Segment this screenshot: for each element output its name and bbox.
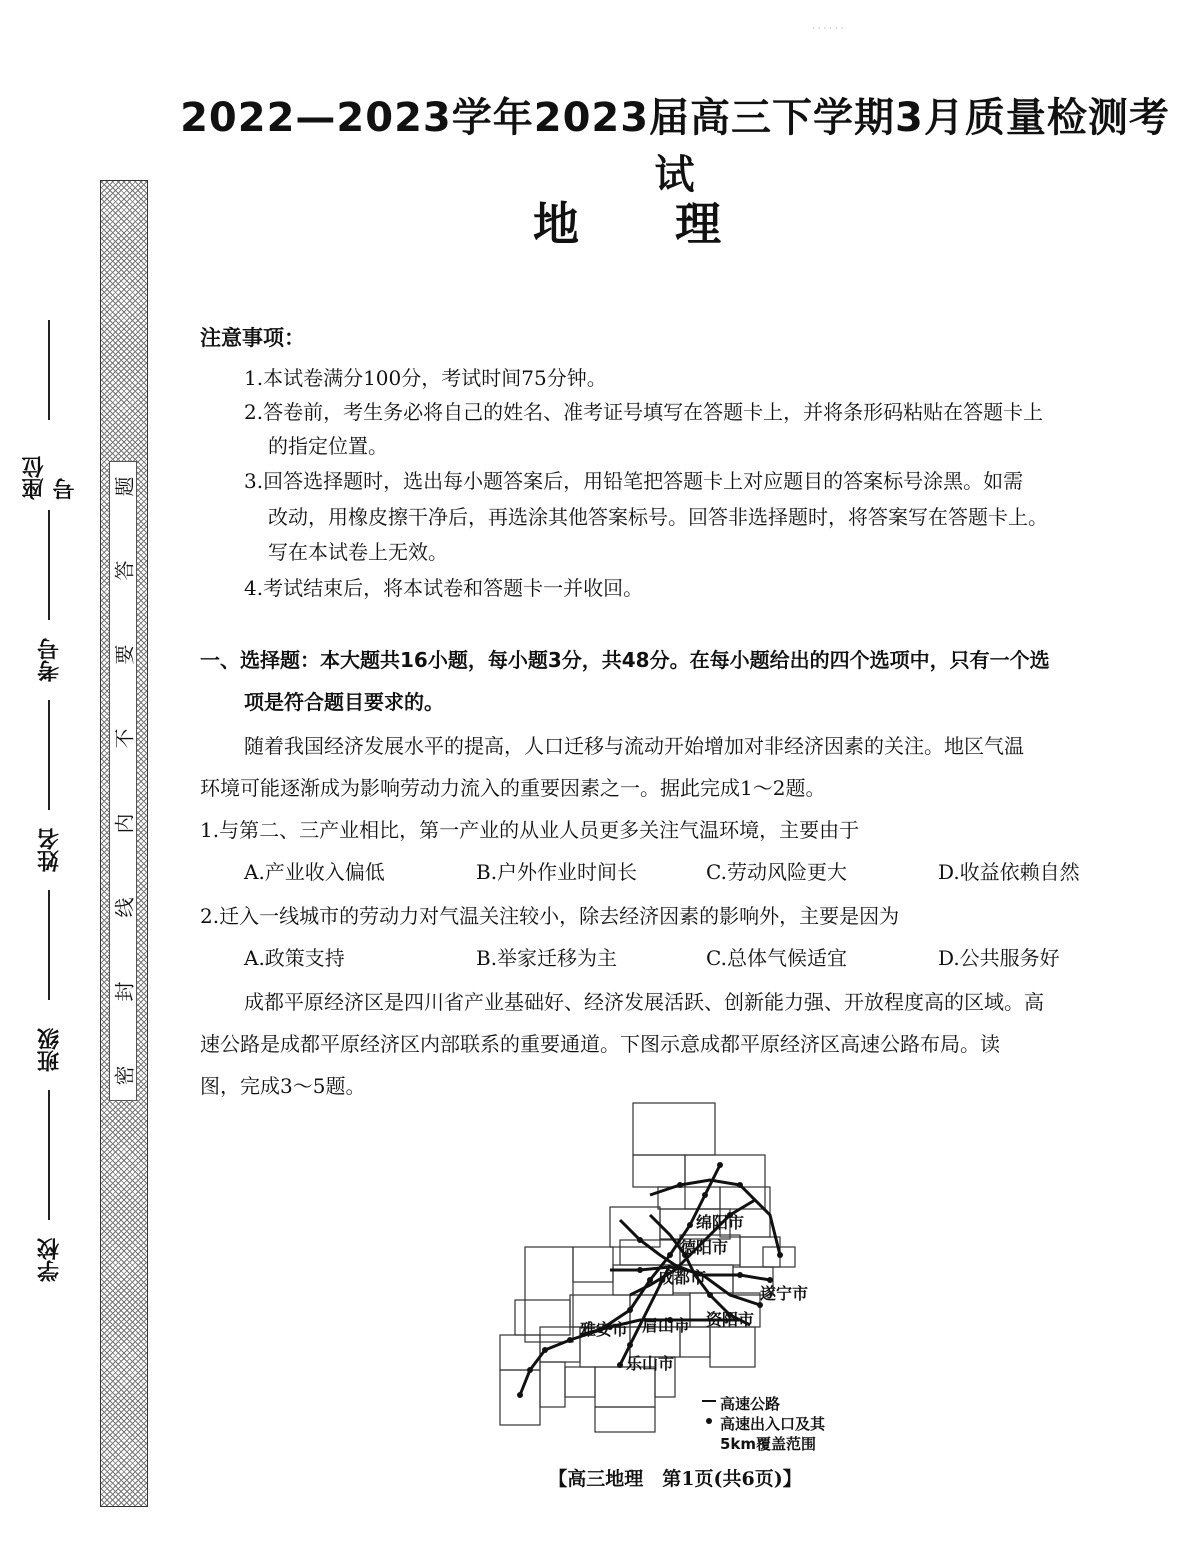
passage-2: 图，完成3～5题。	[200, 1074, 366, 1098]
passage-1: 随着我国经济发展水平的提高，人口迁移与流动开始增加对非经济因素的关注。地区气温	[244, 734, 1024, 758]
city-label: 成都市	[658, 1268, 707, 1287]
seal-char: 不	[112, 728, 137, 749]
question-2: 2.迁入一线城市的劳动力对气温关注较小，除去经济因素的影响外，主要是因为	[200, 904, 900, 928]
seal-char: 封	[112, 981, 137, 1002]
seal-warning	[109, 461, 137, 1101]
city-label: 遂宁市	[760, 1284, 809, 1303]
school-line[interactable]	[48, 1090, 50, 1220]
seal-char: 答	[112, 560, 137, 581]
legend-graphic	[702, 1401, 716, 1424]
subject-title: 地理	[533, 197, 817, 251]
county-grid	[500, 1103, 795, 1432]
highway-map	[480, 1095, 880, 1453]
notice-item: 4.考试结束后，将本试卷和答题卡一并收回。	[244, 576, 644, 600]
notice-item: 的指定位置。	[268, 434, 388, 458]
top-scribble: · · · · · ·	[812, 24, 844, 34]
seat-number-label: 座位号	[22, 456, 78, 500]
q1-option-d[interactable]: D.收益依赖自然	[938, 860, 1080, 884]
seal-char: 题	[112, 476, 137, 497]
passage-2: 速公路是成都平原经济区内部联系的重要通道。下图示意成都平原经济区高速公路布局。读	[200, 1032, 1000, 1056]
binding-fields	[22, 300, 90, 1300]
city-label: 德阳市	[680, 1238, 729, 1257]
question-1: 1.与第二、三产业相比，第一产业的从业人员更多关注气温环境，主要由于	[200, 818, 860, 842]
legend-highway-label: 高速公路	[720, 1395, 781, 1413]
legend-exit-label: 高速出入口及其	[720, 1415, 826, 1433]
q1-option-c[interactable]: C.劳动风险更大	[706, 860, 847, 884]
q2-option-b[interactable]: B.举家迁移为主	[476, 946, 618, 970]
exam-number-line[interactable]	[48, 510, 50, 620]
section-heading: 一、选择题：本大题共16小题，每小题3分，共48分。在每小题给出的四个选项中，只有一个选	[200, 648, 1050, 672]
name-label: 姓名	[37, 828, 63, 872]
class-line[interactable]	[48, 890, 50, 1000]
notice-item: 3.回答选择题时，选出每小题答案后，用铅笔把答题卡上对应题目的答案标号涂黑。如需	[244, 469, 1024, 493]
q2-option-a[interactable]: A.政策支持	[244, 946, 345, 970]
notice-item: 改动，用橡皮擦干净后，再选涂其他答案标号。回答非选择题时，将答案写在答题卡上。	[268, 505, 1048, 529]
seal-strip	[100, 180, 148, 1507]
passage-1: 环境可能逐渐成为影响劳动力流入的重要因素之一。据此完成1～2题。	[200, 776, 826, 800]
q1-option-a[interactable]: A.产业收入偏低	[244, 860, 385, 884]
q2-option-c[interactable]: C.总体气候适宜	[706, 946, 847, 970]
q1-option-b[interactable]: B.户外作业时间长	[476, 860, 638, 884]
legend-exit-label-cont: 5km覆盖范围	[720, 1435, 817, 1453]
seal-char: 线	[112, 897, 137, 918]
seal-char: 密	[112, 1065, 137, 1086]
seal-char: 要	[112, 644, 137, 665]
name-line[interactable]	[48, 700, 50, 810]
class-label: 班级	[37, 1028, 63, 1072]
city-label: 雅安市	[580, 1320, 629, 1339]
seal-char: 内	[112, 813, 137, 834]
notice-heading: 注意事项：	[200, 326, 305, 350]
seat-number-line[interactable]	[48, 320, 50, 420]
exam-number-label: 考号	[37, 638, 63, 682]
exam-title: 2022—2023学年2023届高三下学期3月质量检测考试	[180, 95, 1170, 198]
notice-item: 2.答卷前，考生务必将自己的姓名、准考证号填写在答题卡上，并将条形码粘贴在答题卡上	[244, 400, 1044, 424]
city-label: 乐山市	[626, 1354, 675, 1373]
city-label: 绵阳市	[696, 1213, 745, 1232]
school-label: 学校	[37, 1238, 63, 1282]
city-label: 眉山市	[642, 1316, 691, 1335]
page-footer: 【高三地理 第1页(共6页)】	[548, 1468, 802, 1490]
passage-2: 成都平原经济区是四川省产业基础好、经济发展活跃、创新能力强、开放程度高的区域。高	[244, 990, 1044, 1014]
city-label: 资阳市	[706, 1310, 755, 1329]
q2-option-d[interactable]: D.公共服务好	[938, 946, 1060, 970]
notice-item: 写在本试卷上无效。	[268, 540, 448, 564]
section-heading-cont: 项是符合题目要求的。	[244, 690, 444, 714]
notice-item: 1.本试卷满分100分，考试时间75分钟。	[244, 366, 607, 390]
